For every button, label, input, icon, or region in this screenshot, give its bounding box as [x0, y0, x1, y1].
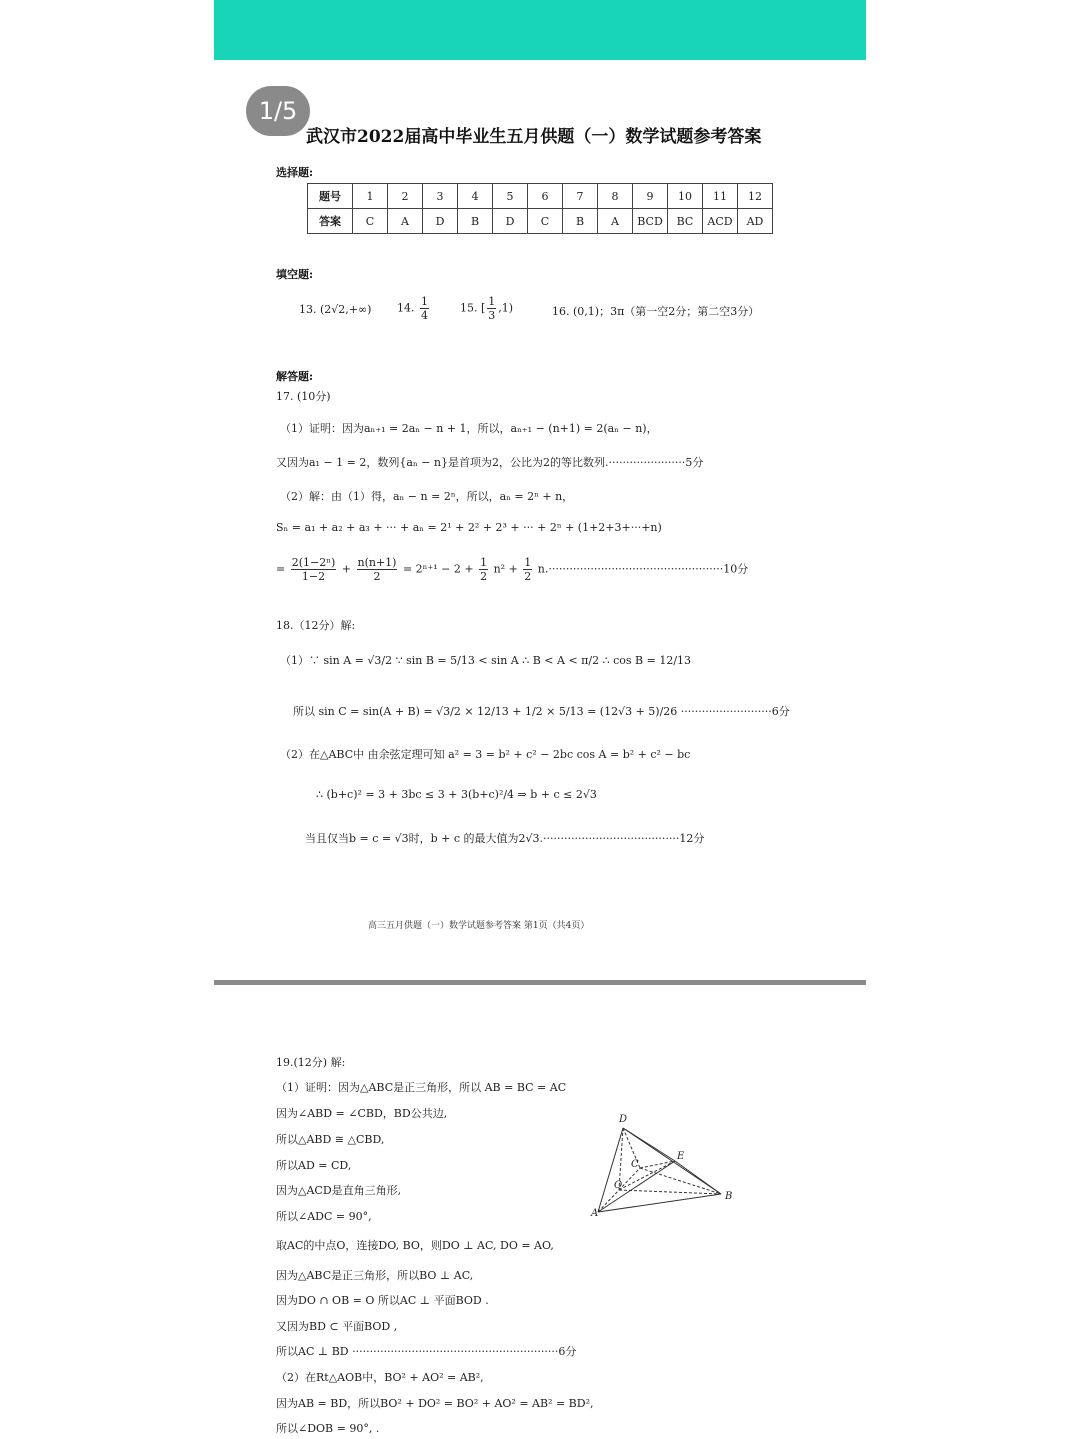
table-cell: 1 — [353, 184, 388, 209]
text: n.··················································10分 — [537, 562, 749, 576]
edge-EB — [675, 1161, 721, 1194]
table-cell: 3 — [423, 184, 458, 209]
text: = — [276, 562, 286, 576]
table-cell: A — [598, 209, 633, 234]
label-A: A — [591, 1208, 599, 1219]
q19-line: （1）证明：因为△ABC是正三角形，所以 AB = BC = AC — [276, 1081, 567, 1094]
table-cell: BCD — [633, 209, 668, 234]
q18-line: （1）∵ sin A = √3/2 ∵ sin B = 5/13 < sin A ∴ B < A < π/2 ∴ cos B = 12/13 — [280, 654, 692, 667]
table-cell: D — [493, 209, 528, 234]
table-cell: 6 — [528, 184, 563, 209]
answer-15-tail: ,1) — [498, 301, 514, 315]
q19-line: 所以AC ⊥ BD ···························································6分 — [276, 1345, 577, 1358]
edge-CB — [640, 1168, 721, 1194]
numerator: 1 — [524, 556, 532, 569]
text: n² + — [493, 562, 518, 576]
numerator: 1 — [488, 295, 496, 308]
edge-OB — [619, 1190, 721, 1194]
q18-heading: 18.（12分）解: — [276, 619, 356, 632]
fraction — [487, 295, 496, 322]
row-label: 题号 — [308, 184, 353, 209]
q19-line: 取AC的中点O，连接DO, BO，则DO ⊥ AC, DO = AO, — [276, 1239, 554, 1252]
label-O: O — [614, 1180, 623, 1191]
fill-heading: 填空题: — [276, 268, 314, 281]
q19-line: 所以△ABD ≅ △CBD, — [276, 1133, 385, 1146]
fraction — [357, 556, 398, 583]
denominator: 2 — [373, 570, 381, 583]
table-cell: 7 — [563, 184, 598, 209]
edge-AB — [598, 1194, 721, 1212]
text: + — [341, 562, 351, 576]
table-cell: B — [563, 209, 598, 234]
answer-14-label: 14. — [397, 301, 415, 315]
numerator: n(n+1) — [357, 556, 397, 569]
numerator: 1 — [421, 295, 428, 308]
denominator: 2 — [480, 570, 488, 583]
table-cell: 11 — [703, 184, 738, 209]
q17-line: （1）证明：因为aₙ₊₁ = 2aₙ − n + 1，所以，aₙ₊₁ − (n+1) = 2(aₙ − n)， — [280, 422, 658, 435]
q18-line: （2）在△ABC中 由余弦定理可知 a² = 3 = b² + c² − 2bc cos A = b² + c² − bc — [280, 748, 691, 761]
q19-line: 因为△ACD是直角三角形, — [276, 1184, 402, 1197]
q18-line: 当且仅当b = c = √3时，b + c 的最大值为2√3.·······································12分 — [305, 832, 705, 845]
q17-heading: 17. (10分) — [276, 390, 331, 403]
label-C: C — [631, 1159, 639, 1170]
label-E: E — [677, 1151, 685, 1162]
table-cell: 2 — [388, 184, 423, 209]
edge-DE — [623, 1128, 675, 1161]
table-cell: 9 — [633, 184, 668, 209]
q19-line: 所以∠ADC = 90°, — [276, 1210, 372, 1223]
label-B: B — [725, 1191, 733, 1202]
table-cell: 4 — [458, 184, 493, 209]
solve-heading: 解答题: — [276, 370, 314, 383]
answer-table — [307, 183, 773, 234]
q19-line: 又因为BD ⊂ 平面BOD , — [276, 1320, 398, 1333]
fraction — [291, 556, 337, 583]
q17-line — [276, 556, 748, 583]
denominator: 3 — [488, 309, 496, 322]
row-label: 答案 — [308, 209, 353, 234]
q19-line: 所以AD = CD, — [276, 1159, 352, 1172]
table-cell: B — [458, 209, 493, 234]
numerator: 1 — [480, 556, 488, 569]
label-D: D — [619, 1114, 628, 1125]
denominator: 1−2 — [301, 570, 326, 583]
fraction — [479, 556, 488, 583]
answer-15-label: 15. [ — [460, 301, 486, 315]
answer-16: 16. (0,1)；3π（第一空2分；第二空3分） — [552, 305, 760, 318]
table-row — [308, 184, 773, 209]
table-cell: 12 — [738, 184, 773, 209]
q18-line: ∴ (b+c)² = 3 + 3bc ≤ 3 + 3(b+c)²/4 ⇒ b + c ≤ 2√3 — [316, 788, 597, 801]
q17-line: Sₙ = a₁ + a₂ + a₃ + ··· + aₙ = 2¹ + 2² + 2³ + ··· + 2ⁿ + (1+2+3+···+n) — [276, 521, 662, 534]
table-cell: C — [353, 209, 388, 234]
q17-line: 又因为a₁ − 1 = 2，数列{aₙ − n}是首项为2，公比为2的等比数列.······················5分 — [276, 456, 704, 469]
table-cell: AD — [738, 209, 773, 234]
text: = 2ⁿ⁺¹ − 2 + — [402, 562, 474, 576]
fraction — [420, 295, 429, 322]
page-title: 武汉市2022届高中毕业生五月供题（一）数学试题参考答案 — [306, 127, 762, 147]
q19-line: （2）在Rt△AOB中，BO² + AO² = AB², — [276, 1371, 484, 1384]
answer-15 — [460, 295, 513, 322]
choice-heading: 选择题: — [276, 166, 314, 179]
edge-OE — [619, 1161, 675, 1190]
q19-line: 因为DO ∩ OB = O 所以AC ⊥ 平面BOD . — [276, 1294, 489, 1307]
q19-line: 所以∠DOB = 90°, . — [276, 1422, 380, 1435]
answer-14 — [397, 295, 431, 322]
table-cell: 10 — [668, 184, 703, 209]
q19-line: 因为AB = BD，所以BO² + DO² = BO² + AO² = AB² = BD², — [276, 1397, 594, 1410]
table-cell: 8 — [598, 184, 633, 209]
denominator: 2 — [524, 570, 532, 583]
numerator: 2(1−2ⁿ) — [291, 556, 336, 569]
page-footer: 高三五月供题（一）数学试题参考答案 第1页（共4页） — [368, 921, 590, 931]
viewer-top-bar — [214, 0, 866, 60]
table-cell: D — [423, 209, 458, 234]
page-indicator[interactable]: 1/5 — [246, 86, 310, 136]
table-cell: C — [528, 209, 563, 234]
pyramid-figure — [588, 1108, 748, 1220]
table-row — [308, 209, 773, 234]
q17-line: （2）解：由（1）得，aₙ − n = 2ⁿ，所以，aₙ = 2ⁿ + n， — [280, 490, 574, 503]
denominator: 4 — [421, 309, 428, 322]
table-cell: ACD — [703, 209, 738, 234]
answer-13: 13. (2√2,+∞) — [299, 303, 372, 316]
table-cell: 5 — [493, 184, 528, 209]
q19-heading: 19.(12分) 解: — [276, 1056, 346, 1069]
fraction — [523, 556, 532, 583]
q19-line: 因为∠ABD = ∠CBD，BD公共边, — [276, 1107, 448, 1120]
table-cell: A — [388, 209, 423, 234]
q19-line: 因为△ABC是正三角形，所以BO ⊥ AC, — [276, 1269, 474, 1282]
table-cell: BC — [668, 209, 703, 234]
q18-line: 所以 sin C = sin(A + B) = √3/2 × 12/13 + 1/2 × 5/13 = (12√3 + 5)/26 ··························6分 — [293, 705, 790, 718]
